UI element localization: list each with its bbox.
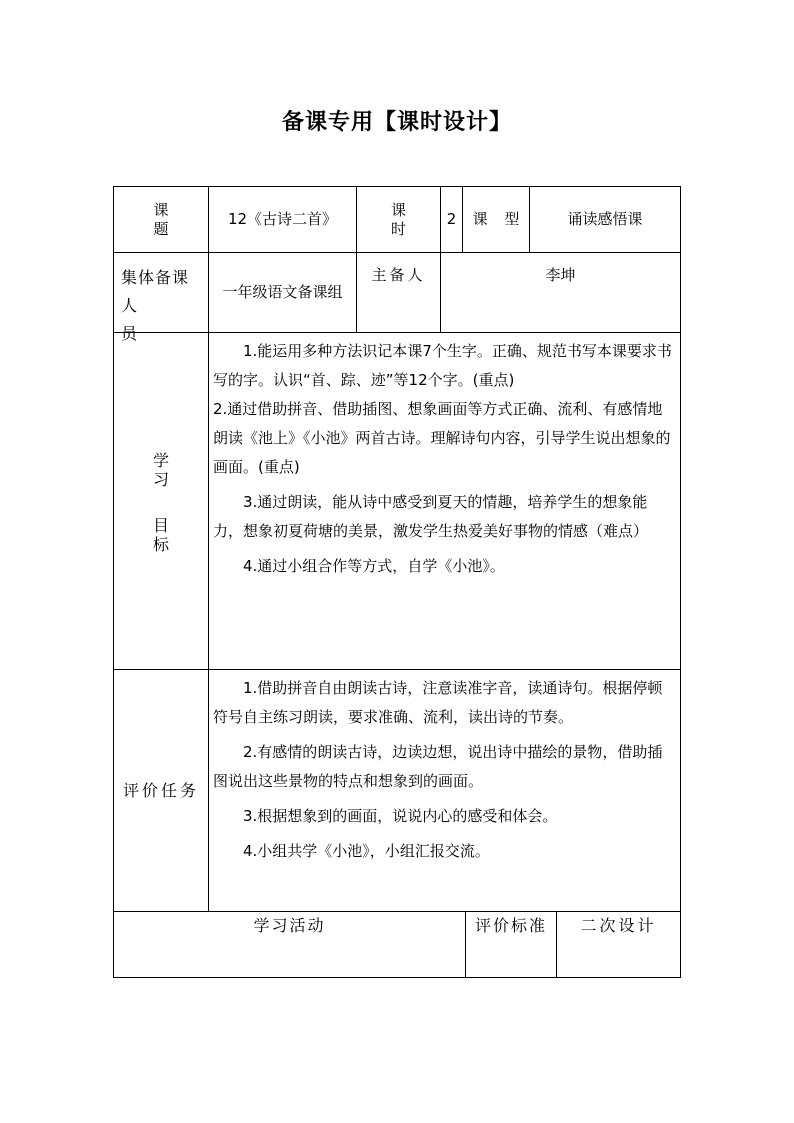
- task-item: 1.借助拼音自由朗读古诗，注意读准字音，读通诗句。根据停顿符号自主练习朗读，要求准确、流利，读出诗的节奏。: [213, 679, 663, 726]
- lesson-plan-table: [113, 186, 681, 978]
- redesign-header: 二次设计: [580, 915, 657, 935]
- tasks-list: [213, 674, 676, 866]
- activities-header: 学习活动: [253, 915, 326, 935]
- team-label-line1: 集体备课: [121, 268, 190, 287]
- lead-value: 李坤: [545, 265, 576, 284]
- type-label: 课 型: [472, 210, 526, 228]
- objectives-label: [114, 333, 208, 669]
- team-label-line2: 人 员: [121, 296, 168, 343]
- objective-item: 2.通过借助拼音、借助插图、想象画面等方式正确、流利、有感情地朗读《池上》《小池》两首古诗。理解诗句内容，引导学生说出想象的画面。(重点): [213, 400, 671, 476]
- period-label: 课 时: [390, 200, 420, 238]
- team-label: [121, 264, 207, 343]
- objective-item: 1.能运用多种方法识记本课7个生字。正确、规范书写本课要求书写的字。认识“首、踪、迹”等12个字。(重点): [213, 342, 672, 389]
- tasks-label: 评价任务: [122, 781, 199, 800]
- objectives-label-line2: 目 标: [152, 516, 187, 554]
- criteria-header: 评价标准: [474, 915, 547, 935]
- team-value: 一年级语文备课组: [222, 283, 343, 301]
- task-item: 4.小组共学《小池》，小组汇报交流。: [243, 842, 490, 860]
- page-title: 备课专用【课时设计】: [281, 110, 512, 135]
- task-item: 3.根据想象到的画面，说说内心的感受和体会。: [243, 807, 558, 825]
- objective-item: 3.通过朗读，能从诗中感受到夏天的情趣，培养学生的想象能力，想象初夏荷塘的美景，激发学生热爱美好事物的情感（难点）: [213, 493, 649, 540]
- topic-label: 课 题: [153, 200, 187, 238]
- topic-value: 12《古诗二首》: [227, 210, 338, 228]
- objective-item: 4.通过小组合作等方式，自学《小池》。: [243, 557, 505, 575]
- objectives-list: [213, 337, 676, 581]
- lead-label: 主备人: [371, 265, 426, 284]
- task-item: 2.有感情的朗读古诗，边读边想，说出诗中描绘的景物，借助插图说出这些景物的特点和想象到的画面。: [213, 743, 663, 790]
- type-value: 诵读感悟课: [567, 210, 643, 228]
- period-value: 2: [446, 210, 457, 228]
- objectives-label-line1: 学 习: [152, 451, 187, 489]
